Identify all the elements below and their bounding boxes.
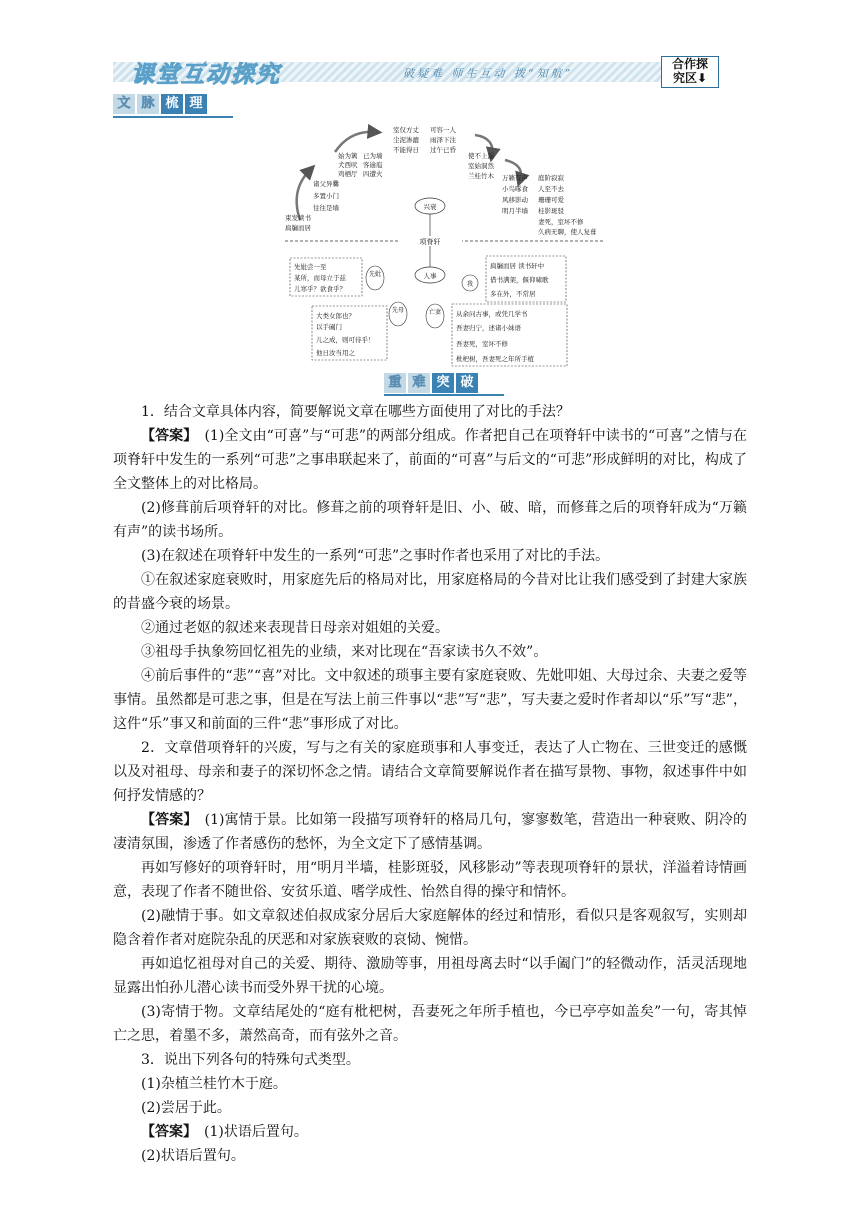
answer-1-5: ②通过老妪的叙述来表现昔日母亲对姐姐的关爱。 <box>141 620 449 636</box>
diagram-text: 客逾庖 <box>363 161 383 169</box>
diagram-text: 室仅方丈 <box>393 126 419 134</box>
section-label-wenmai <box>113 94 209 116</box>
diagram-text: 人至不去 <box>538 185 564 193</box>
banner-subtitle: 破疑难 师生互动 拨“知航” <box>403 67 574 80</box>
answer-text: (1)状语后置句。 <box>190 1124 308 1140</box>
diagram-text: 可容一人 <box>430 126 456 134</box>
answer-label: 【答案】 <box>141 1124 190 1140</box>
box-line2: 究区 <box>672 71 697 85</box>
divider <box>384 394 504 396</box>
answer-2-2: 再如写修好的项脊轩时，用“明月半墙，桂影斑驳，风移影动”等表现项脊轩的景状，洋溢着诗情画意，表现了作者不随世俗、安贫乐道、嗜学成性、怡然自得的操守和情怀。 <box>113 860 747 900</box>
node-xianmu: 先母 <box>391 307 405 314</box>
answer-1-2: (2)修葺前后项脊轩的对比。修葺之前的项脊轩是旧、小、破、暗，而修葺之后的项脊轩成为“万籁有声”的读书场所。 <box>113 500 747 540</box>
label-char: 理 <box>185 94 207 114</box>
diagram-text: 从余问古事，或凭几学书 <box>456 310 528 318</box>
label-char: 梳 <box>161 94 183 114</box>
diagram-text: 先妣尝一至 <box>294 263 327 271</box>
answer-label: 【答案】 <box>141 428 191 444</box>
diagram-text: 庭阶寂寂 <box>538 174 564 182</box>
diagram-text: 诸父异爨 <box>313 180 339 188</box>
diagram-text: 珊珊可爱 <box>538 196 564 204</box>
structure-diagram <box>280 120 610 370</box>
question-3: 3．说出下列各句的特殊句式类型。 <box>141 1052 360 1068</box>
label-char: 重 <box>384 373 406 393</box>
cooperation-zone-box <box>661 56 719 88</box>
answer-3-2: (2)状语后置句。 <box>141 1148 245 1164</box>
answer-1-1 <box>113 424 747 496</box>
diagram-text: 风移影动 <box>502 196 528 204</box>
answer-2-5: (3)寄情于物。文章结尾处的“庭有枇杷树，吾妻死之年所手植也，今已亭亭如盖矣”一句，寄其悼亡之思，着墨不多，萧然高奇，而有弦外之音。 <box>113 1004 747 1044</box>
diagram-text: 使不上漏 <box>468 152 494 160</box>
question-1: 1．结合文章具体内容，简要解说文章在哪些方面使用了对比的手法？ <box>141 404 570 420</box>
label-char: 难 <box>408 373 430 393</box>
diagram-text: 妻死，室坏不修 <box>538 218 584 226</box>
answer-2-3: (2)融情于事。如文章叙述伯叔成家分居后大家庭解体的经过和情形，看似只是客观叙写，实则却隐含着作者对庭院杂乱的厌恶和对家族衰败的哀恸、惋惜。 <box>113 908 747 948</box>
node-renshi: 人事 <box>423 272 437 280</box>
diagram-text: 久病无聊，使人复葺 <box>538 228 597 236</box>
down-arrow-icon: ⬇ <box>696 71 708 85</box>
sentence-2: (2)尝居于此。 <box>141 1100 231 1116</box>
node-wangqi: 亡妻 <box>428 309 442 316</box>
diagram-text: 以手阖门 <box>316 323 342 331</box>
answer-2-4: 再如追忆祖母对自己的关爱、期待、激励等事，用祖母离去时“以手阖门”的轻微动作，活灵活现地显露出怕孙儿潜心读书而受外界干扰的心境。 <box>113 956 747 996</box>
answer-1-6: ③祖母手执象笏回忆祖先的业绩，来对比现在“吾家读书久不效”。 <box>141 644 548 660</box>
answer-1-4: ①在叙述家庭衰败时，用家庭先后的格局对比，用家庭格局的今昔对比让我们感受到了封建大家族的昔盛今衰的场景。 <box>113 572 747 612</box>
box-line1: 合作探 <box>671 57 708 71</box>
node-xianbi: 先妣 <box>368 271 382 278</box>
diagram-text: 扃牖而居 读书轩中 <box>490 262 545 270</box>
diagram-text: 雨泽下注 <box>430 136 456 144</box>
answer-text: (1)寓情于景。比如第一段描写项脊轩的格局几句，寥寥数笔，营造出一种衰败、阴冷的凄清氛围，渗透了作者感伤的愁怀，为全文定下了感情基调。 <box>113 812 747 852</box>
diagram-text: 扃牖而居 <box>285 224 311 232</box>
diagram-text: 尘泥渗漉 <box>393 136 419 144</box>
diagram-text: 明月半墙 <box>502 207 528 215</box>
label-char: 突 <box>432 373 454 393</box>
answer-1-3: (3)在叙述在项脊轩中发生的一系列“可悲”之事时作者也采用了对比的手法。 <box>141 548 610 564</box>
diagram-text: 借书满架，偃仰啸歌 <box>490 276 549 284</box>
diagram-text: 室始洞然 <box>468 162 494 170</box>
answer-label: 【答案】 <box>141 812 191 828</box>
question-2: 2．文章借项脊轩的兴废，写与之有关的家庭琐事和人事变迁，表达了人亡物在、三世变迁的感慨以及对祖母、母亲和妻子的深切怀念之情。请结合文章简要解说作者在描写景物、事物，叙述事件中如何抒发情感的？ <box>113 740 747 804</box>
answer-3-1 <box>113 1120 747 1144</box>
node-xingshuai: 兴衰 <box>423 203 437 211</box>
diagram-text: 兰桂竹木 <box>468 172 494 180</box>
answer-text: (1)全文由“可喜”与“可悲”的两部分组成。作者把自己在项脊轩中读书的“可喜”之情与在项脊轩中发生的一系列“可悲”之事串联起来了，前面的“可喜”与后文的“可悲”形成鲜明的对比，构成了全文整体上的对比格局。 <box>113 428 747 492</box>
diagram-text: 束发读书 <box>285 214 311 222</box>
diagram-text: 多置小门 <box>313 192 339 200</box>
diagram-text: 吾妻归宁，述诸小妹语 <box>456 324 521 332</box>
diagram-text: 犬西吠 <box>338 161 358 169</box>
sentence-1: (1)杂植兰桂竹木于庭。 <box>141 1076 287 1092</box>
center-label: 项脊轩 <box>419 238 441 246</box>
diagram-text: 往往是墙 <box>313 204 339 212</box>
diagram-text: 吾妻死，室坏不修 <box>456 340 508 348</box>
diagram-text: 多在外，不常居 <box>490 290 536 298</box>
diagram-text: 他日汝当用之 <box>316 349 355 357</box>
node-wo: 我 <box>466 281 474 288</box>
diagram-text: 儿之成，则可待乎！ <box>316 336 375 344</box>
diagram-text: 大类女郎也？ <box>316 312 355 320</box>
diagram-text: 四遭火 <box>363 170 383 178</box>
diagram-text: 小鸟啄食 <box>502 185 528 193</box>
diagram-text: 万籁有声 <box>502 174 528 182</box>
diagram-text: 已为墙 <box>363 152 383 160</box>
label-char: 脉 <box>137 94 159 114</box>
answer-1-7: ④前后事件的“悲”“喜”对比。文中叙述的琐事主要有家庭衰败、先妣叩姐、大母过余、夫妻之爱等事情。虽然都是可悲之事，但是在写法上前三件事以“悲”写“悲”，写夫妻之爱时作者却以“乐”写“悲”，这件“乐”事又和前面的三件“悲”事形成了对比。 <box>113 668 747 732</box>
diagram-text: 儿寒乎？欲食乎？ <box>294 285 346 293</box>
main-content <box>113 400 747 1168</box>
diagram-text: 不能得日 <box>393 146 419 154</box>
diagram-text: 过午已昏 <box>430 146 456 154</box>
diagram-text: 桂影斑驳 <box>538 207 564 215</box>
diagram-text: 始为篱 <box>338 152 358 160</box>
section-banner <box>113 56 719 88</box>
diagram-text: 鸡栖厅 <box>338 170 358 178</box>
banner-title: 课堂互动探究 <box>131 62 281 88</box>
section-label-zhongnan <box>384 373 480 393</box>
diagram-text: 某所，而母立于兹 <box>294 274 346 282</box>
answer-2-1 <box>113 808 747 856</box>
label-char: 破 <box>456 373 478 393</box>
diagram-text: 枇杷树，吾妻死之年所手植 <box>456 355 534 363</box>
label-char: 文 <box>113 94 135 114</box>
divider <box>113 116 233 118</box>
